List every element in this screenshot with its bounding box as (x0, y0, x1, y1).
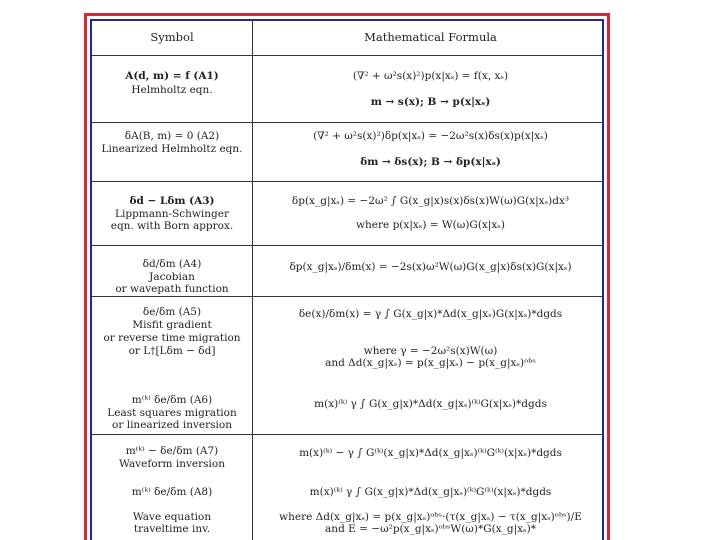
row-separator-3 (92, 245, 602, 246)
row5-description-1: Misfit gradient (132, 319, 212, 331)
row6-symbol: m⁽ᵏ⁾ δe/δm (A6) (131, 394, 213, 406)
row-separator-4 (92, 296, 602, 297)
header-separator (92, 55, 602, 56)
row8-symbol: m⁽ᵏ⁾ δe/δm (A8) (131, 486, 213, 498)
row7-formula: m(x)⁽ᵏ⁾ − γ ∫ G⁽ᵏ⁾(x_g|x)*Δd(x_g|xₛ)⁽ᵏ⁾G⁽ᵏ⁾(x|xₛ)*dgds (299, 447, 562, 459)
row3-formula: δp(x_g|xₛ) = −2ω² ∫ G(x_g|x)s(x)δs(x)W(ω)G(x|xₛ)dx³ (291, 195, 570, 207)
row4-symbol: δd/δm (A4) (142, 258, 202, 270)
row-separator-2 (92, 181, 602, 182)
row8-description-1: Wave equation (132, 511, 212, 523)
row6-description-1: Least squares migration (107, 407, 237, 419)
row5-formula: δe(x)/δm(x) = γ ∫ G(x_g|x)*Δd(x_g|xₛ)G(x|xₛ)*dgds (298, 308, 563, 320)
row1-mapping: m → s(x); B → p(x|xₛ) (370, 96, 491, 108)
row5-where: where γ = −2ω²s(x)W(ω) (363, 345, 498, 357)
row3-where: where p(x|xₛ) = W(ω)G(x|xₛ) (356, 219, 505, 231)
row-separator-1 (92, 122, 602, 123)
table-border (90, 19, 604, 540)
row4-formula: δp(x_g|xₛ)/δm(x) = −2s(x)ω²W(ω)G(x_g|x)δs(x)G(x|xₛ) (289, 261, 572, 273)
row5-description-3: or L†[Lδm − δd] (128, 345, 216, 357)
row1-description: Helmholtz eqn. (131, 84, 213, 96)
row6-description-2: or linearized inversion (112, 419, 232, 431)
row8-and: and E = −ω²p(x_g|xₛ)ᵒᵇˢW(ω)*G(x_g|xₛ)* (325, 523, 536, 535)
row6-formula: m(x)⁽ᵏ⁾ γ ∫ G(x_g|x)*Δd(x_g|xₛ)⁽ᵏ⁾G(x|xₛ)*dgds (314, 398, 547, 410)
row4-description-1: Jacobian (149, 271, 195, 283)
row8-formula: m(x)⁽ᵏ⁾ γ ∫ G(x_g|x)*Δd(x_g|xₛ)⁽ᵏ⁾G⁽ᵏ⁾(x|xₛ)*dgds (309, 486, 552, 498)
row2-symbol: δA(B, m) = 0 (A2) (124, 130, 220, 142)
row2-mapping: δm → δs(x); B → δp(x|xₛ) (360, 156, 501, 168)
row2-formula: (∇² + ω²s(x)²)δp(x|xₛ) = −2ω²s(x)δs(x)p(x|xₛ) (313, 130, 548, 142)
row1-symbol: A(d, m) = f (A1) (125, 70, 219, 82)
row5-symbol: δe/δm (A5) (142, 306, 202, 318)
row3-description-2: eqn. with Born approx. (110, 220, 234, 232)
row-separator-5 (92, 434, 602, 435)
row2-description: Linearized Helmholtz eqn. (101, 143, 243, 155)
row1-formula: (∇² + ω²s(x)²)p(x|xₛ) = f(x, xₛ) (352, 70, 509, 82)
row8-where: where Δd(x_g|xₛ) = p(x_g|xₛ)ᵒᵇˢ·(τ(x_g|xₛ) − τ(x_g|xₛ)ᵒᵇˢ)/E (279, 511, 582, 523)
header-symbol: Symbol (150, 30, 194, 44)
table-frame (84, 13, 610, 540)
row5-and: and Δd(x_g|xₛ) = p(x_g|xₛ) − p(x_g|xₛ)ᵒᵇˢ (325, 357, 536, 369)
formula-table (92, 21, 602, 540)
header-formula: Mathematical Formula (364, 30, 497, 44)
row3-description-1: Lippmann-Schwinger (115, 208, 229, 220)
row8-description-2: traveltime inv. (133, 523, 211, 535)
row3-symbol: δd − Lδm (A3) (129, 195, 215, 207)
row7-symbol: m⁽ᵏ⁾ − δe/δm (A7) (125, 445, 219, 457)
row7-description: Waveform inversion (119, 458, 225, 470)
row4-description-2: or wavepath function (115, 283, 229, 295)
row5-description-2: or reverse time migration (103, 332, 241, 344)
